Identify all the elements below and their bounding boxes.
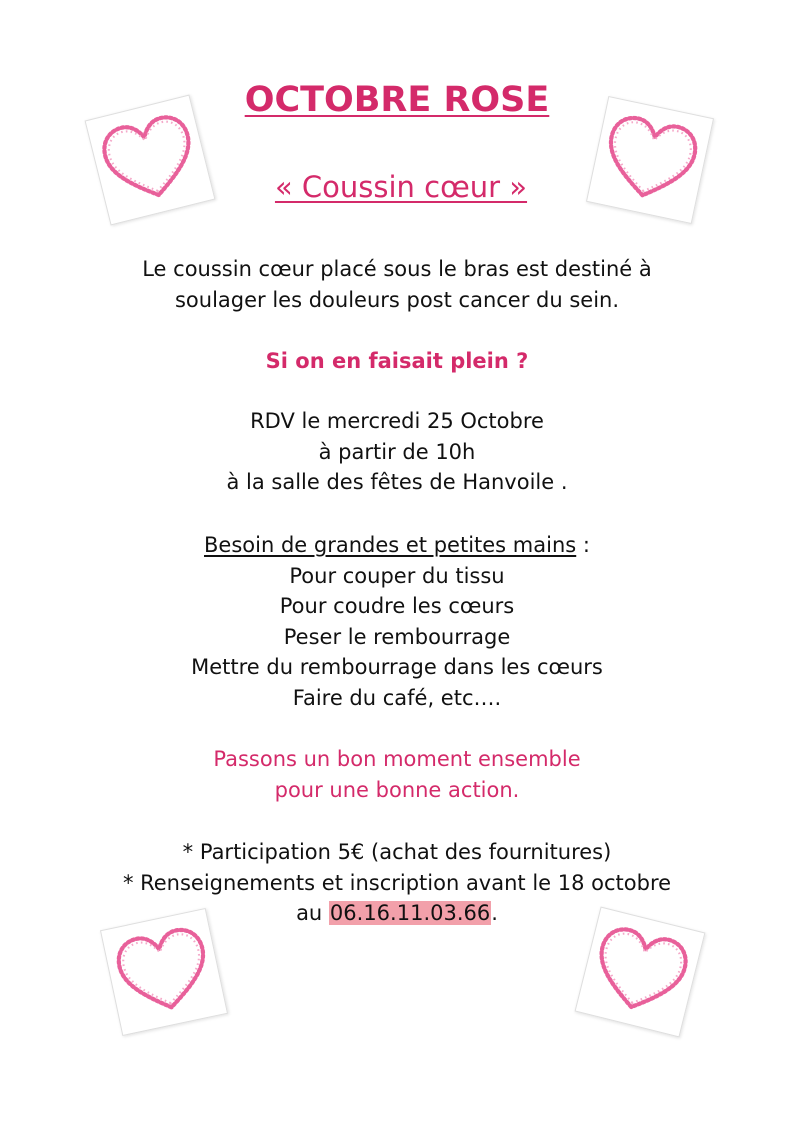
rdv-time: à partir de 10h [318, 439, 476, 464]
intro-line: Le coussin cœur placé sous le bras est destiné à [142, 257, 652, 281]
participation-text: * Participation 5€ (achat des fournitures) [182, 840, 612, 864]
needs-item: Mettre du rembourrage dans les cœurs [191, 655, 603, 679]
question-text: Si on en faisait plein ? [265, 349, 529, 373]
phone-suffix: . [491, 901, 498, 925]
needs-item: Peser le rembourrage [283, 624, 511, 649]
rdv-place: à la salle des fêtes de Hanvoile . [226, 470, 568, 494]
phone-prefix: au [296, 901, 329, 925]
intro-text [0, 254, 794, 315]
together-text [0, 744, 794, 805]
needs-item: Pour couper du tissu [289, 563, 505, 588]
together-line: pour une bonne action. [274, 777, 520, 802]
rdv-date: RDV le mercredi 25 Octobre [250, 409, 544, 433]
needs-heading-line [0, 530, 794, 561]
intro-line: soulager les douleurs post cancer du sein. [174, 287, 620, 312]
page-subtitle: « Coussin cœur » [274, 170, 528, 204]
phone-line [0, 898, 794, 929]
rdv-details [0, 406, 794, 498]
needs-heading-suffix: : [576, 533, 590, 557]
together-line: Passons un bon moment ensemble [213, 747, 581, 771]
registration-text: * Renseignements et inscription avant le 18 octobre [122, 870, 672, 895]
page-title: OCTOBRE ROSE [244, 80, 550, 120]
needs-item: Faire du café, etc…. [292, 685, 502, 710]
needs-heading: Besoin de grandes et petites mains [204, 533, 577, 557]
needs-item: Pour coudre les cœurs [279, 594, 515, 618]
needs-list [0, 530, 794, 713]
phone-number: 06.16.11.03.66 [329, 901, 491, 925]
info-section [0, 837, 794, 929]
